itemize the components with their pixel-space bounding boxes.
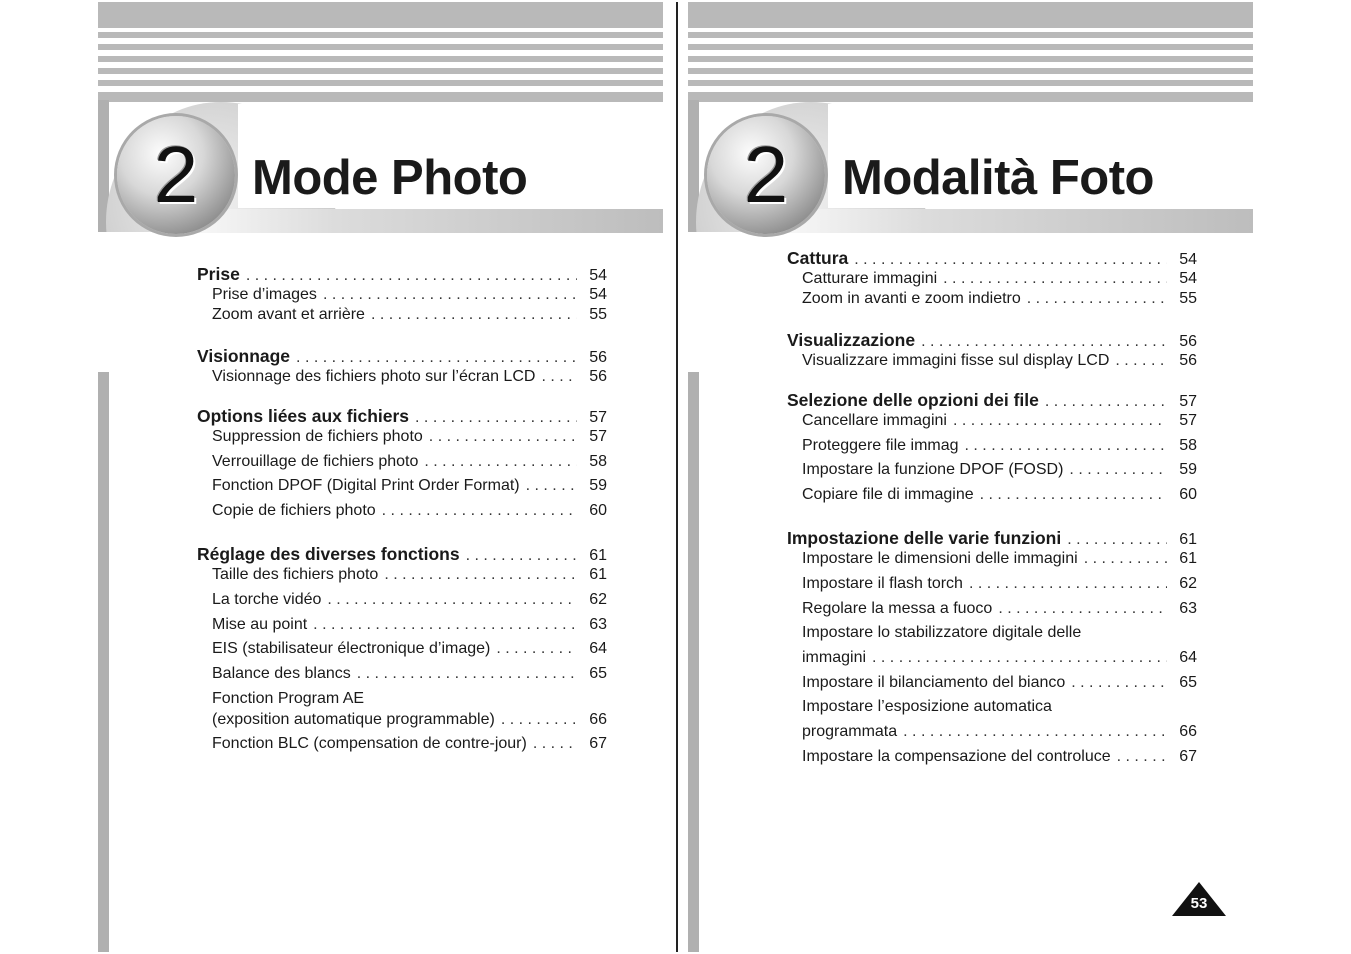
toc-label: programmata [802,723,898,740]
toc-page-number: 62 [1179,575,1197,592]
toc-leader-dots [1069,460,1167,480]
right-page [688,0,1253,954]
toc-leader-dots [246,265,577,286]
toc-entry [197,305,607,325]
toc-entry [787,747,1197,767]
toc-page-number: 60 [1179,486,1197,503]
toc-entry [787,436,1197,456]
toc-page-number: 67 [589,735,607,752]
toc-leader-dots [1027,289,1167,309]
toc-label: Cancellare immagini [802,412,947,429]
toc-leader-dots [323,285,577,305]
toc-entry [197,476,607,496]
chapter-number: 2 [153,130,199,219]
toc-label: Cattura [787,248,849,268]
toc-entry [197,734,607,754]
toc-leader-dots [872,648,1167,668]
left-page [98,0,663,954]
toc-page-number: 64 [1179,649,1197,666]
toc-entry [787,289,1197,309]
toc-leader-dots [313,615,577,635]
toc-label: Zoom avant et arrière [212,306,365,323]
toc-page-number: 55 [589,306,607,323]
toc-leader-dots [854,249,1167,270]
toc-label: Impostazione delle varie funzioni [787,528,1062,548]
toc-label: (exposition automatique programmable) [212,711,495,728]
toc-label: Catturare immagini [802,270,938,287]
toc-leader-dots [921,331,1167,352]
toc-entry [787,673,1197,693]
toc-leader-dots [357,664,577,684]
toc-entry [787,648,1197,668]
toc-label: Suppression de fichiers photo [212,428,423,445]
toc-entry [197,285,607,305]
toc-label: Copie de fichiers photo [212,502,376,519]
toc-leader-dots [1115,351,1167,371]
toc-label: Taille des fichiers photo [212,566,379,583]
toc-leader-dots [496,639,577,659]
toc-leader-dots [943,269,1167,289]
toc-page-number: 65 [1179,674,1197,691]
toc-label: Balance des blancs [212,665,351,682]
toc-entry [197,615,607,635]
toc-page-number: 61 [589,566,607,583]
toc-label: Impostare la funzione DPOF (FOSD) [802,461,1064,478]
toc-page-number: 56 [1179,333,1197,350]
toc-entry [197,367,607,387]
chapter-disc [707,116,825,234]
toc-label: Options liées aux fichiers [197,406,410,426]
toc-leader-dots [429,427,577,447]
toc-leader-dots [501,710,577,730]
toc-label: Visualizzare immagini fisse sul display LCD [802,352,1110,369]
page-title: Modalità Foto [842,151,1154,205]
toc-leader-dots [1084,549,1167,569]
toc-label: Regolare la messa a fuoco [802,600,993,617]
toc-leader-dots [415,407,577,428]
toc-leader-dots [384,565,577,585]
toc-page-number: 63 [1179,600,1197,617]
toc-page-number: 58 [589,453,607,470]
toc-label: EIS (stabilisateur électronique d’image) [212,640,491,657]
toc-page-number: 65 [589,665,607,682]
toc-section-heading [787,528,1197,549]
toc-entry [787,351,1197,371]
toc-entry [787,697,1197,717]
page-title: Mode Photo [252,151,528,205]
toc-label: Fonction DPOF (Digital Print Order Format) [212,477,520,494]
toc-leader-dots [1117,747,1167,767]
toc-page-number: 59 [1179,461,1197,478]
toc-page-number: 57 [1179,412,1197,429]
toc-leader-dots [980,485,1167,505]
toc-leader-dots [371,305,577,325]
toc-leader-dots [953,411,1167,431]
chapter-number: 2 [743,130,789,219]
toc-entry [197,639,607,659]
toc-leader-dots [541,367,577,387]
toc-label: Impostare lo stabilizzatore digitale delle [802,624,1082,641]
toc-page-number: 54 [589,286,607,303]
toc-label: Prise [197,264,240,284]
toc-label: immagini [802,649,867,666]
toc-label: Impostare le dimensioni delle immagini [802,550,1078,567]
toc-leader-dots [1045,391,1167,412]
toc-page-number: 62 [589,591,607,608]
toc-page-number: 54 [1179,251,1197,268]
toc-section-heading [197,406,607,427]
chapter-disc [117,116,235,234]
toc-page-number: 57 [1179,393,1197,410]
toc-leader-dots [965,436,1167,456]
page-number-badge [1172,882,1226,918]
toc-leader-dots [424,452,577,472]
toc-section-heading [197,346,607,367]
toc-label: Copiare file di immagine [802,486,974,503]
toc-leader-dots [533,734,577,754]
toc-entry [197,689,607,709]
toc-entry [787,623,1197,643]
toc-page-number: 59 [589,477,607,494]
toc-entry [197,501,607,521]
toc-label: Impostare la compensazione del controluce [802,748,1111,765]
toc-page-number: 66 [1179,723,1197,740]
toc-page-number: 57 [589,428,607,445]
toc-section-heading [197,544,607,565]
toc-leader-dots [1071,673,1167,693]
toc-page-number: 56 [589,368,607,385]
toc-page-number: 64 [589,640,607,657]
toc-leader-dots [998,599,1167,619]
toc-page-number: 55 [1179,290,1197,307]
toc-entry [787,269,1197,289]
toc-entry [787,485,1197,505]
toc-section-heading [787,330,1197,351]
toc-page-number: 54 [1179,270,1197,287]
toc-label: La torche vidéo [212,591,322,608]
toc-page-number: 54 [589,267,607,284]
toc-label: Impostare il bilanciamento del bianco [802,674,1066,691]
toc-page-number: 58 [1179,437,1197,454]
toc-label: Zoom in avanti e zoom indietro [802,290,1021,307]
toc-leader-dots [969,574,1167,594]
toc-label: Visionnage [197,346,291,366]
toc-label: Visualizzazione [787,330,916,350]
toc-section-heading [787,248,1197,269]
toc-section-heading [787,390,1197,411]
toc-leader-dots [903,722,1167,742]
toc-label: Selezione delle opzioni dei file [787,390,1039,410]
toc-page-number: 56 [1179,352,1197,369]
toc-entry [197,427,607,447]
toc-page-number: 67 [1179,748,1197,765]
toc-label: Fonction Program AE [212,690,365,707]
toc-page-number: 61 [589,547,607,564]
toc-label: Prise d’images [212,286,317,303]
toc-page-number: 66 [589,711,607,728]
toc-label: Visionnage des fichiers photo sur l’écran LCD [212,368,536,385]
toc-entry [197,590,607,610]
toc-page-number: 63 [589,616,607,633]
header-stripes [98,2,663,102]
toc-page-number: 61 [1179,550,1197,567]
toc-entry [787,599,1197,619]
toc-entry [197,452,607,472]
toc-label: Fonction BLC (compensation de contre-jour) [212,735,527,752]
toc-entry [787,549,1197,569]
toc-leader-dots [526,476,577,496]
toc-page-number: 57 [589,409,607,426]
toc-page-number: 60 [589,502,607,519]
header-stripes [688,2,1253,102]
toc-entry [787,722,1197,742]
toc-section-heading [197,264,607,285]
toc-leader-dots [1067,529,1167,550]
toc-entry [787,574,1197,594]
toc-leader-dots [466,545,577,566]
toc-entry [197,565,607,585]
toc-entry [787,411,1197,431]
toc-label: Réglage des diverses fonctions [197,544,460,564]
page-divider [676,2,678,952]
toc-label: Proteggere file immag [802,437,959,454]
toc-label: Impostare l’esposizione automatica [802,698,1052,715]
toc-label: Verrouillage de fichiers photo [212,453,419,470]
toc-leader-dots [327,590,577,610]
page-number: 53 [1190,895,1208,912]
toc-label: Mise au point [212,616,308,633]
toc-label: Impostare il flash torch [802,575,963,592]
toc-entry [787,460,1197,480]
toc-leader-dots [296,347,577,368]
toc-entry [197,664,607,684]
toc-leader-dots [382,501,577,521]
toc-page-number: 61 [1179,531,1197,548]
toc-page-number: 56 [589,349,607,366]
toc-entry [197,710,607,730]
